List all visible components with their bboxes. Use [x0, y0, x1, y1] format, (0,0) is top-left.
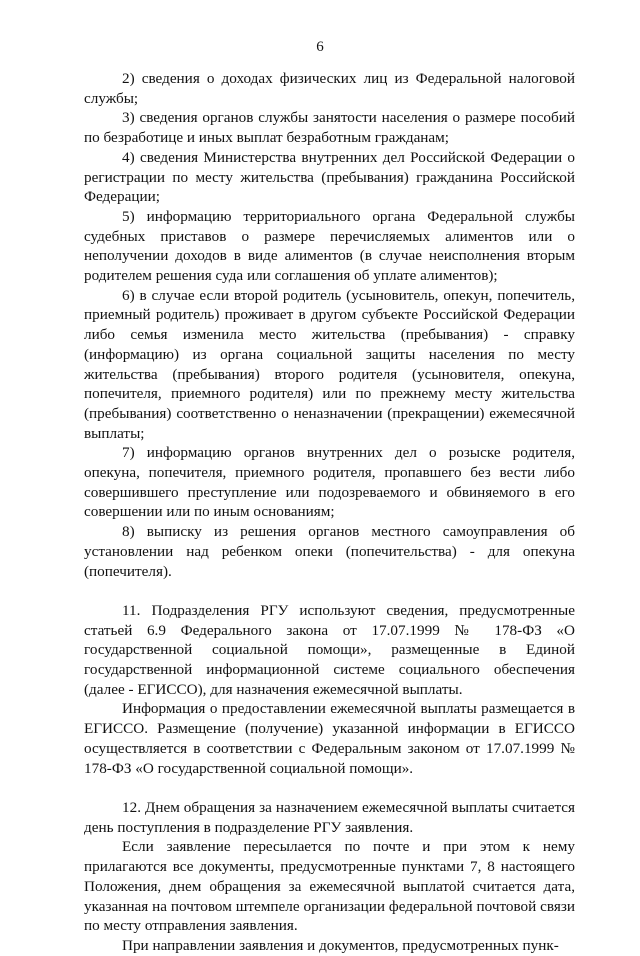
document-body — [84, 69, 575, 956]
paragraph-item-4: 4) сведения Министерства внутренних дел Российской Федерации о регистрации по месту жительства (пребывания) гражданина Российской Федерации; — [84, 148, 575, 206]
clause-12: 12. Днем обращения за назначением ежемесячной выплаты считается день поступления в подразделение РГУ заявления. — [84, 798, 575, 836]
clause-12-mail: Если заявление пересылается по почте и при этом к нему прилагаются все документы, предусмотренные пунктами 7, 8 настоящего Положения, днем обращения за ежемесячной выплатой считается дата, указанная на почтовом штемпеле организации федеральной почтовой связи по месту отправления заявления. — [84, 838, 575, 935]
clause-11: 11. Подразделения РГУ используют сведения, предусмотренные статьей 6.9 Федерального закона от 17.07.1999 № 178-ФЗ «О государственной социальной помощи», размещенные в Единой государственной информационной системе социального обеспечения (далее - ЕГИССО), для назначения ежемесячной выплаты. — [84, 601, 575, 698]
clause-12-continuation: При направлении заявления и документов, предусмотренных пунк- — [122, 936, 559, 954]
paragraph-item-2: 2) сведения о доходах физических лиц из Федеральной налоговой службы; — [84, 70, 575, 107]
paragraph-gap — [84, 778, 575, 798]
page-number: 6 — [316, 39, 324, 55]
paragraph-item-5: 5) информацию территориального органа Федеральной службы судебных приставов о размере перечисляемых алиментов или о неполучении доходов в виде алиментов (в случае неисполнения вторым родителем решения суда или соглашения об уплате алиментов); — [84, 207, 575, 285]
paragraph-item-6: 6) в случае если второй родитель (усыновитель, опекун, попечитель, приемный родитель) проживает в другом субъекте Российской Федерации либо семья изменила место жительства (пребывания) - справку (информацию) из органа социальной защиты населения по месту жительства (пребывания) второго родителя (усыновителя, опекуна, попечителя, приемного родителя) или по прежнему месту жительства (пребывания) соответственно о неназначении (прекращении) ежемесячной выплаты; — [84, 286, 575, 442]
clause-11-continuation: Информация о предоставлении ежемесячной выплаты размещается в ЕГИССО. Размещение (получение) указанной информации в ЕГИССО осуществляется в соответствии с Федеральным законом от 17.07.1999 № 178-ФЗ «О государственной социальной помощи». — [84, 700, 575, 777]
paragraph-gap — [84, 581, 575, 601]
paragraph-item-7: 7) информацию органов внутренних дел о розыске родителя, опекуна, попечителя, приемного родителя, пропавшего без вести либо совершившего преступление или подозреваемого и обвиняемого в его совершении или по иным основаниям; — [84, 444, 575, 521]
paragraph-item-3: 3) сведения органов службы занятости населения о размере пособий по безработице и иных выплат безработным гражданам; — [84, 109, 575, 147]
paragraph-item-8: 8) выписку из решения органов местного самоуправления об установлении над ребенком опеки (попечительства) - для опекуна (попечителя). — [84, 523, 575, 580]
